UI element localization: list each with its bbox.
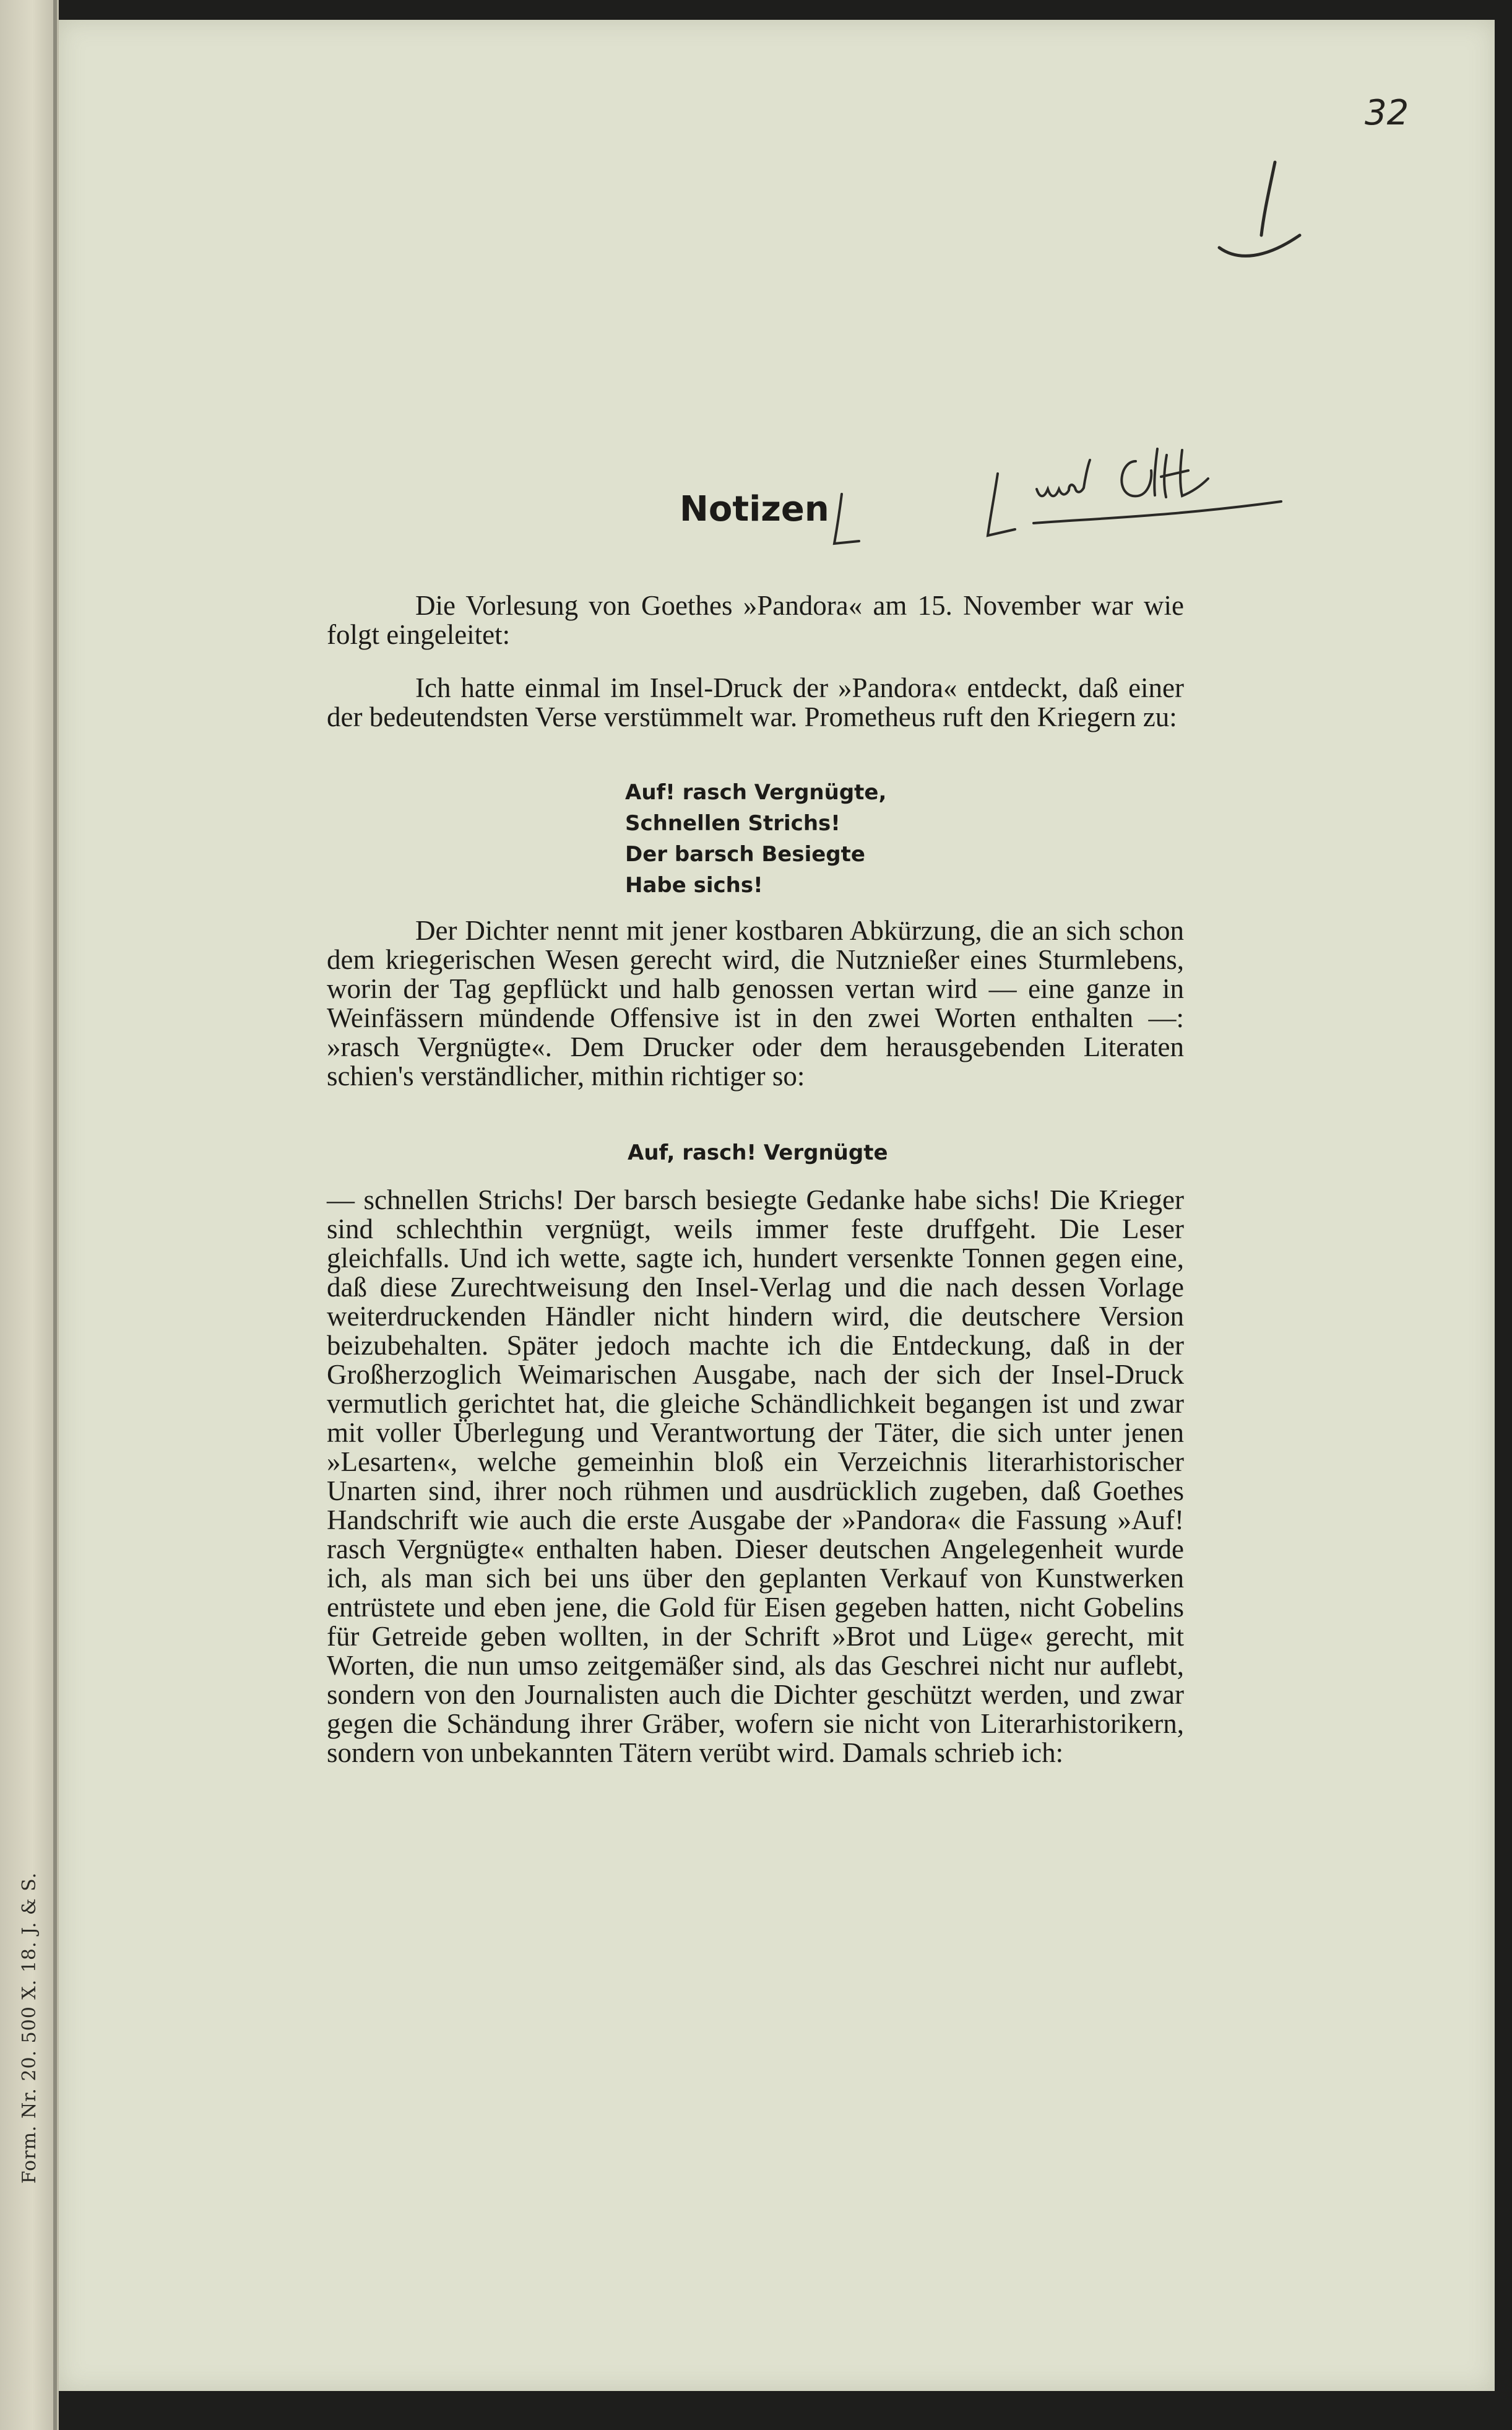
page-title: Notizen [680,489,829,529]
paragraph-2 [327,916,1184,1091]
form-number-text: Form. Nr. 20. 500 X. 18. J. & S. [19,1872,41,2184]
verse-line: Auf! rasch Vergnügte, [625,780,887,805]
page-number: 32 [1365,93,1409,133]
paragraph-3 [327,1186,1184,1768]
bracket-mark-icon [828,489,865,551]
paragraph-3-text: — schnellen Strichs! Der barsch besiegte Gedanke habe sichs! Die Krieger sind schlechthin vergnügt, weils immer feste druffgeht. Die Leser gleichfalls. Und ich wette, sagte ich, hundert versenkte Tonnen gegen eine, daß diese Zurechtweisung den Insel-Verlag und die nach dessen Vorlage weiterdruckenden Händler nicht hindern wird, die deutschere Version beizubehalten. Später jedoch machte ich die Entdeckung, daß in der Großherzoglich Weimarischen Ausgabe, nach der sich der Insel-Druck vermutlich gerichtet hat, die gleiche Schändlichkeit begangen ist und zwar mit voller Überlegung und Verantwortung der Täter, die sich unter jenen »Lesarten«, welche gemeinhin bloß ein Verzeichnis literarhistorischer Unarten sind, ihrer noch rühmen und ausdrücklich zugeben, daß Goethes Handschrift wie auch die erste Ausgabe der »Pandora« die Fassung »Auf! rasch Vergnügte« enthalten haben. Dieser deutschen Angelegenheit wurde ich, als man sich bei uns über den geplanten Verkauf von Kunstwerken entrüstete und eben jene, die Gold für Eisen gegeben hatten, nicht Gobelins für Getreide geben wollten, in der Schrift »Brot und Lüge« gerecht, mit Worten, die nun umso zeitgemäßer sind, als das Geschrei nicht nur auflebt, sondern von den Journalisten auch die Dichter geschützt werden, und zwar gegen die Schändung ihrer Gräber, wofern sie nicht von Literarhistorikern, sondern von unbekannten Tätern verübt wird. Damals schrieb ich: [327,1184,1184,1768]
verse-line: Der barsch Besiegte [625,842,865,867]
paragraph-2-text: Der Dichter nennt mit jener kostbaren Abkürzung, die an sich schon dem kriegerischen Wesen gerecht wird, die Nutznießer eines Sturmlebens, worin der Tag gepflückt und halb genossen vertan wird — eine ganze in Weinfässern mündende Offensive ist in den zwei Worten enthalten —: »rasch Vergnügte«. Dem Drucker oder dem herausgebenden Literaten schien's verständlicher, mithin richtiger so: [327,915,1184,1091]
check-mark-icon [1207,155,1318,272]
quoted-verse: Auf, rasch! Vergnügte [628,1140,888,1165]
verse-block [625,777,1058,901]
form-number-note [5,1848,54,2207]
handwritten-annotation-icon [978,443,1300,548]
verse-line: Schnellen Strichs! [625,811,840,836]
paragraph-1 [327,674,1184,732]
intro-text: Die Vorlesung von Goethes »Pandora« am 15. November war wie folgt eingeleitet: [327,590,1184,650]
intro-paragraph [327,591,1184,649]
paragraph-1-text: Ich hatte einmal im Insel-Druck der »Pandora« entdeckt, daß einer der bedeutendsten Verse verstümmelt war. Prometheus ruft den Kriegern zu: [327,672,1184,732]
verse-line: Habe sichs! [625,873,763,898]
